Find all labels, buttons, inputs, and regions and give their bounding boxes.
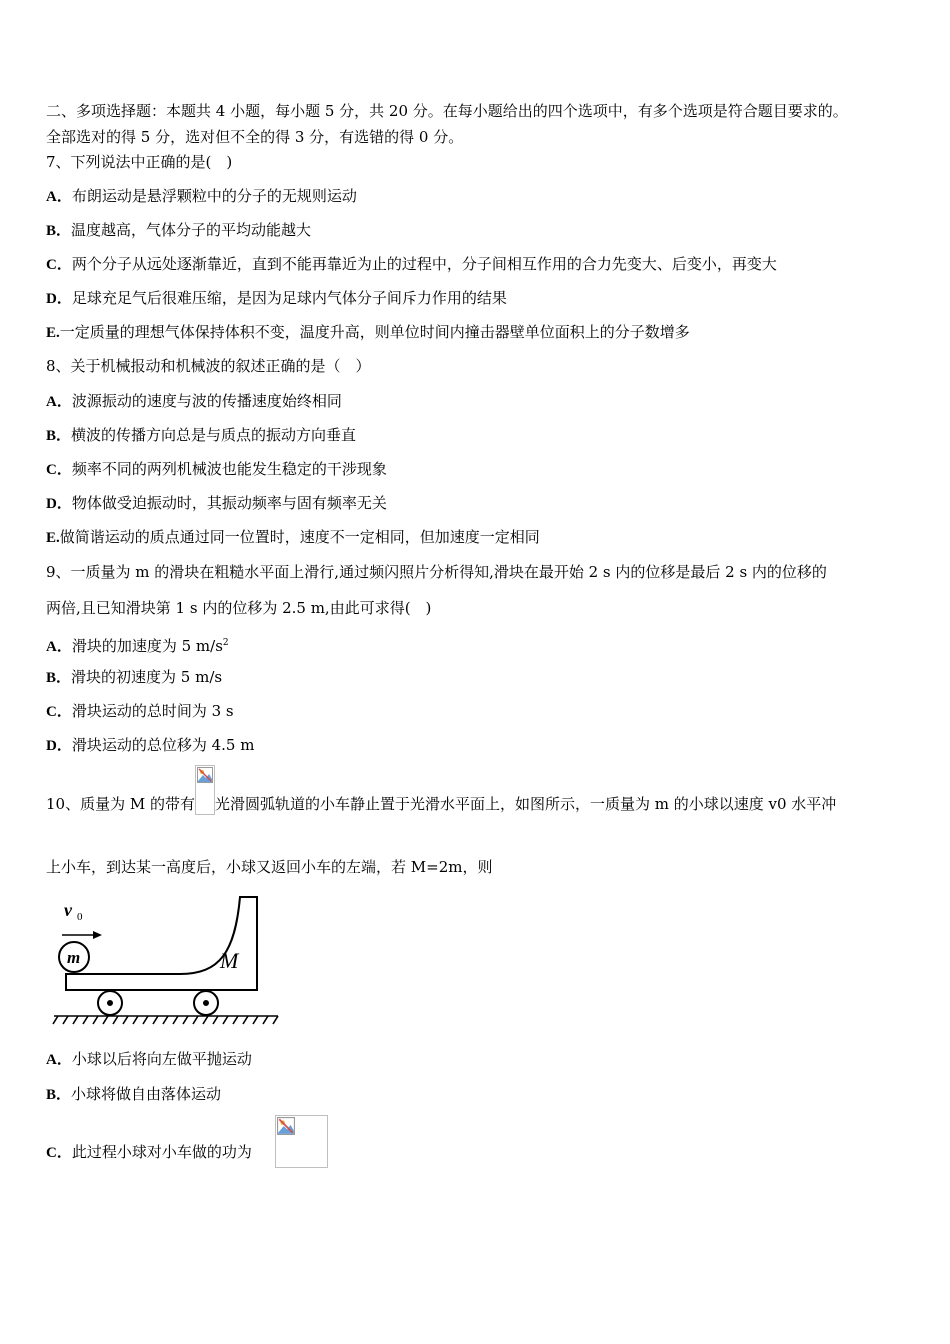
q10-option-c xyxy=(46,1142,252,1163)
superscript: 2 xyxy=(222,638,229,648)
option-label: A． xyxy=(46,1052,72,1068)
wheel-left xyxy=(98,991,122,1015)
q7-option-d xyxy=(46,288,507,309)
q8-option-c xyxy=(46,459,387,480)
option-label: B． xyxy=(46,223,72,239)
q10-stem-line2: 上小车，到达某一高度后，小球又返回小车的左端，若 M=2m，则 xyxy=(46,858,493,876)
option-text: 布朗运动是悬浮颗粒中的分子的无规则运动 xyxy=(71,187,357,205)
q8-option-a xyxy=(46,391,342,412)
option-text: 滑块的初速度为 5 m/s xyxy=(71,668,223,686)
wheel-right xyxy=(194,991,218,1015)
q9-option-d xyxy=(46,735,254,756)
option-label: C． xyxy=(46,257,72,273)
option-label: A． xyxy=(46,189,72,205)
option-label: C． xyxy=(46,704,72,720)
option-text: 温度越高，气体分子的平均动能越大 xyxy=(71,221,312,239)
option-text: 足球充足气后很难压缩，是因为足球内气体分子间斥力作用的结果 xyxy=(71,289,507,307)
section-header-line2: 全部选对的得 5 分，选对但不全的得 3 分，有选错的得 0 分。 xyxy=(46,128,464,146)
q7-option-c xyxy=(46,254,777,275)
option-label: B． xyxy=(46,428,72,444)
cart-figure xyxy=(50,892,280,1032)
section-header-line1: 二、多项选择题：本题共 4 小题，每小题 5 分，共 20 分。在每小题给出的四个选项中，有多个选项是符合题目要求的。 xyxy=(46,102,848,120)
option-text: 物体做受迫振动时，其振动频率与固有频率无关 xyxy=(71,494,387,512)
velocity-label: v xyxy=(64,900,72,920)
q9-option-a xyxy=(46,633,229,657)
option-text: 频率不同的两列机械波也能发生稳定的干涉现象 xyxy=(71,460,387,478)
option-text: 一定质量的理想气体保持体积不变，温度升高，则单位时间内撞击器壁单位面积上的分子数增多 xyxy=(59,323,690,341)
broken-image-icon xyxy=(195,765,215,815)
option-label: D． xyxy=(46,738,72,754)
q9-stem-line1: 9、一质量为 m 的滑块在粗糙水平面上滑行,通过频闪照片分析得知,滑块在最开始 2 s 内的位移是最后 2 s 内的位移的 xyxy=(46,563,827,581)
cart-label: M xyxy=(220,948,239,973)
option-label: D． xyxy=(46,291,72,307)
option-text: 两个分子从远处逐渐靠近，直到不能再靠近为止的过程中，分子间相互作用的合力先变大、后变小，再变大 xyxy=(71,255,777,273)
option-text: 此过程小球对小车做的功为 xyxy=(71,1143,252,1161)
q10-stem-part2: 光滑圆弧轨道的小车静止置于光滑水平面上，如图所示，一质量为 m 的小球以速度 v0 水平冲 xyxy=(214,795,837,813)
q7-option-b xyxy=(46,220,311,241)
option-label: D． xyxy=(46,496,72,512)
q8-stem: 8、关于机械报动和机械波的叙述正确的是（ ） xyxy=(46,357,371,375)
option-text: 滑块运动的总时间为 3 s xyxy=(71,702,234,720)
q10-option-a xyxy=(46,1049,252,1070)
ball-label: m xyxy=(67,948,81,967)
option-text: 小球以后将向左做平抛运动 xyxy=(71,1050,252,1068)
q9-option-b xyxy=(46,667,222,688)
option-label: C． xyxy=(46,1145,72,1161)
option-text: 滑块的加速度为 5 m/s xyxy=(71,637,223,655)
q7-stem: 7、下列说法中正确的是( ) xyxy=(46,153,233,171)
option-label: E. xyxy=(46,325,60,341)
option-text: 做简谐运动的质点通过同一位置时，速度不一定相同，但加速度一定相同 xyxy=(59,528,540,546)
q7-option-e xyxy=(46,322,690,343)
q10-stem-part1: 10、质量为 M 的带有 xyxy=(46,795,195,813)
q9-stem-line2: 两倍,且已知滑块第 1 s 内的位移为 2.5 m,由此可求得( ) xyxy=(46,599,432,617)
option-text: 波源振动的速度与波的传播速度始终相同 xyxy=(71,392,342,410)
q10-option-b xyxy=(46,1084,221,1105)
ground xyxy=(53,1016,278,1024)
q8-option-e xyxy=(46,527,540,548)
q8-option-d xyxy=(46,493,387,514)
velocity-subscript: 0 xyxy=(77,911,83,923)
option-text: 横波的传播方向总是与质点的振动方向垂直 xyxy=(71,426,357,444)
option-label: B． xyxy=(46,1087,72,1103)
option-text: 滑块运动的总位移为 4.5 m xyxy=(71,736,255,754)
option-text: 小球将做自由落体运动 xyxy=(71,1085,222,1103)
velocity-arrow xyxy=(62,931,102,939)
option-label: E. xyxy=(46,530,60,546)
q7-option-a xyxy=(46,186,357,207)
q10-stem-line1 xyxy=(46,794,836,815)
option-label: A． xyxy=(46,394,72,410)
option-label: B． xyxy=(46,670,72,686)
broken-image-icon xyxy=(275,1115,328,1168)
option-label: A． xyxy=(46,639,72,655)
q8-option-b xyxy=(46,425,356,446)
option-label: C． xyxy=(46,462,72,478)
q9-option-c xyxy=(46,701,234,722)
cart-body xyxy=(66,897,257,990)
